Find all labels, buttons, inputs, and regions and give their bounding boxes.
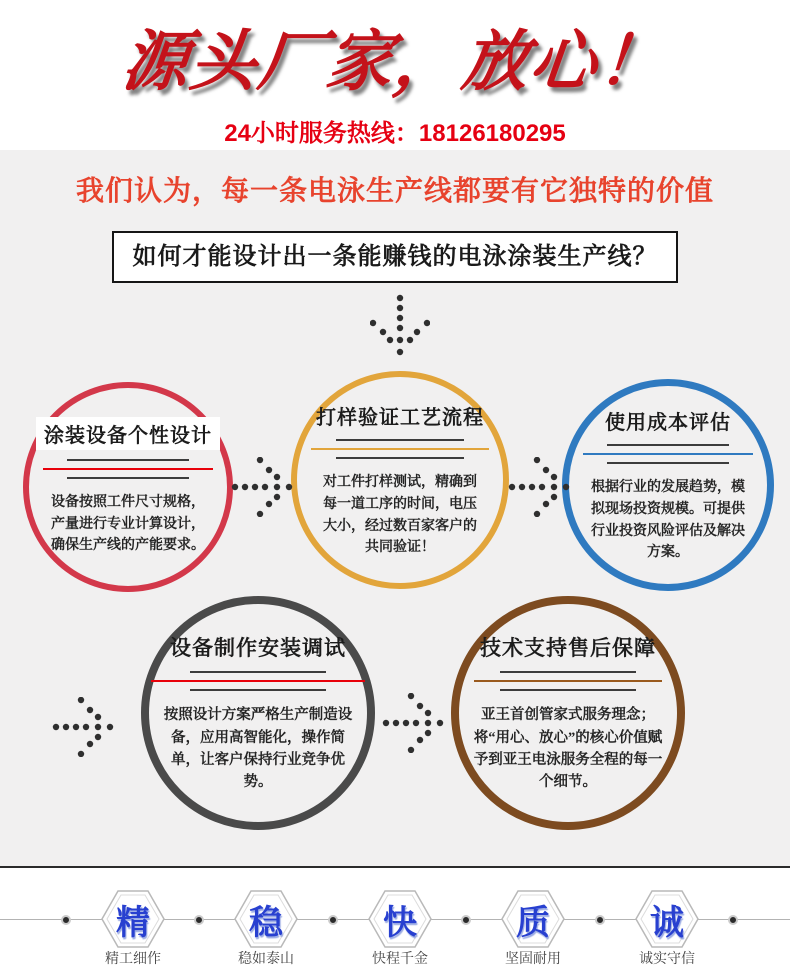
hexagon-badge [501, 890, 565, 950]
hexagon-badge [635, 890, 699, 950]
dotted-arrow-down-icon [370, 294, 430, 358]
circle-title: 打样验证工艺流程 [316, 407, 484, 430]
dotted-arrow-right-icon [231, 457, 295, 517]
value-label: 精工细作 [105, 950, 161, 966]
circle-title: 使用成本评估 [605, 412, 731, 435]
circle-divider [569, 444, 767, 464]
circle-divider [29, 459, 227, 479]
hexagon-char: 精 [116, 903, 150, 942]
process-circle-cost [562, 379, 774, 591]
dotted-arrow-right-icon [52, 697, 116, 757]
process-circle-design [23, 382, 233, 592]
dotted-arrow-right-icon [382, 693, 446, 753]
hexagon-badge [234, 890, 298, 950]
header [0, 0, 790, 150]
values-strip [0, 868, 790, 976]
circle-title: 技术支持售后保障 [480, 636, 656, 661]
circle-title: 涂装设备个性设计 [36, 417, 220, 450]
hexagon-char: 质 [516, 903, 550, 942]
hotline-text: 24小时服务热线：18126180295 [224, 120, 566, 147]
hexagon-badge [368, 890, 432, 950]
circle-title: 设备制作安装调试 [170, 636, 346, 661]
question-box: 如何才能设计出一条能赚钱的电泳涂装生产线？ [112, 231, 678, 283]
connector-dot [728, 915, 738, 925]
value-label: 坚固耐用 [505, 950, 561, 966]
hexagon-badge [101, 890, 165, 950]
hexagon-char: 稳 [249, 903, 283, 942]
circle-divider [459, 671, 677, 691]
statement-banner: 我们认为，每一条电泳生产线都要有它独特的价值 [75, 175, 714, 206]
process-circle-support [451, 596, 685, 830]
connector-dot [461, 915, 471, 925]
circle-body: 对工件打样测试，精确到每一道工序的时间，电压大小，经过数百家客户的共同验证！ [323, 475, 477, 556]
circle-divider [149, 671, 367, 691]
connector-dot [61, 915, 71, 925]
page-title: 源头厂家，放心！ [118, 26, 671, 99]
hexagon-char: 快 [383, 903, 417, 942]
circle-divider [297, 439, 503, 459]
circle-body: 根据行业的发展趋势，模拟现场投资规模。可提供行业投资风险评估及解决方案。 [591, 480, 745, 561]
hexagon-char: 诚 [650, 903, 684, 942]
value-label: 稳如泰山 [238, 950, 294, 966]
value-label: 快程千金 [372, 950, 428, 966]
circle-body: 设备按照工件尺寸规格，产量进行专业计算设计，确保生产线的产能要求。 [51, 494, 205, 554]
process-circle-sampling [291, 371, 509, 589]
circle-body: 按照设计方案严格生产制造设备，应用高智能化，操作简单，让客户保持行业竞争优势。 [163, 707, 353, 791]
connector-dot [595, 915, 605, 925]
dotted-arrow-right-icon [508, 457, 572, 517]
connector-dot [194, 915, 204, 925]
process-circle-manufacture [141, 596, 375, 830]
value-label: 诚实守信 [639, 950, 695, 966]
circle-body: 亚王首创管家式服务理念；将“用心、放心”的核心价值赋予到亚王电泳服务全程的每一个细节。 [473, 707, 663, 791]
connector-dot [328, 915, 338, 925]
